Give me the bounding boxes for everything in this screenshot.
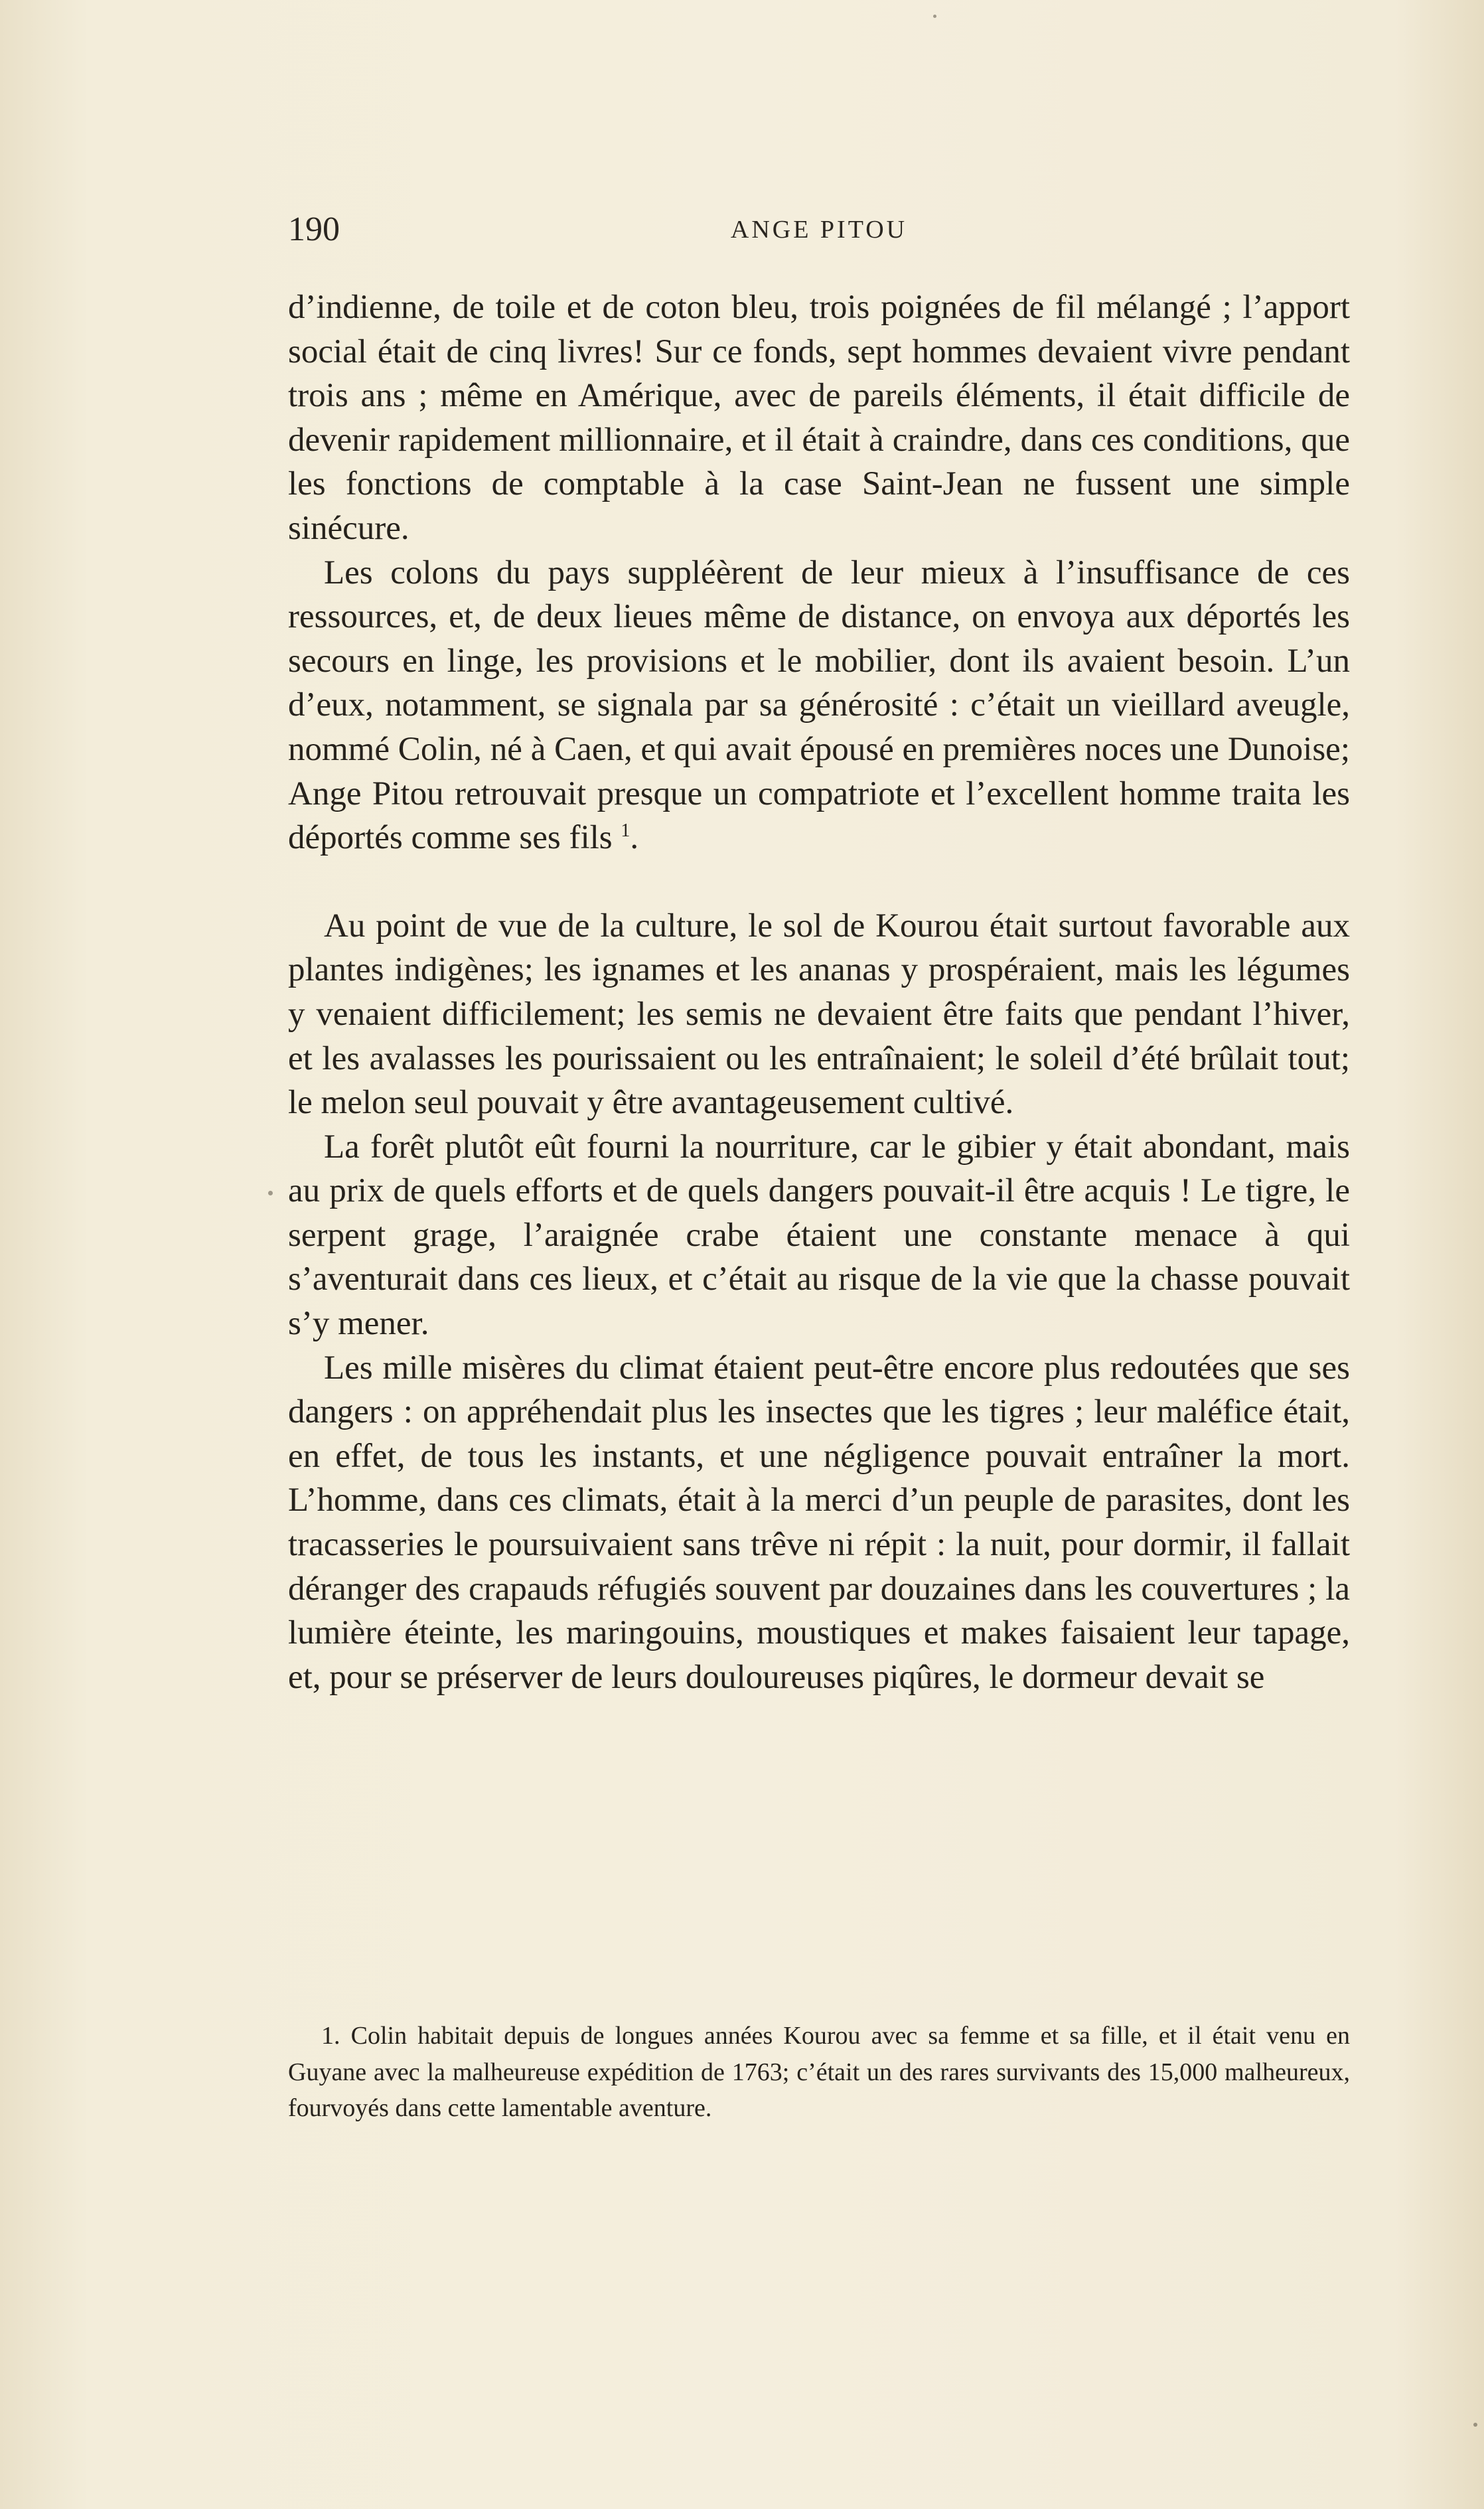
footnotes [288, 2018, 1350, 2127]
paragraph-text: Les colons du pays suppléèrent de leur mieux à l’insuffisance de ces ressources, et, de deux lieues même de distance, on envoya aux déportés les secours en linge, les provisions et le mobilier, dont ils avaient besoin. L’un d’eux, notamment, se signala par sa générosité : c’était un vieillard aveugle, nommé Colin, né à Caen, et qui avait épousé en premières noces une Dunoise; Ange Pitou retrouvait presque un compatriote et l’excellent homme traita les déportés comme ses fils [288, 554, 1350, 857]
page-number: 190 [288, 210, 340, 248]
paragraph: La forêt plutôt eût fourni la nourriture, car le gibier y était abondant, mais au prix de quels efforts et de quels dangers pouvait-il être acquis ! Le tigre, le serpent grage, l’araignée crabe étaient une constante menace à qui s’aventurait dans ces lieux, et c’était au risque de la vie que la chasse pouvait s’y mener. [288, 1128, 1350, 1343]
paragraph [288, 551, 1350, 860]
paper-speck [268, 1191, 273, 1195]
paragraph-end-punctuation: . [630, 819, 639, 857]
paper-speck [933, 15, 936, 18]
footnote: 1. Colin habitait depuis de longues années Kourou avec sa femme et sa fille, et il était venu en Guyane avec la malheureuse expédition de 1763; c’était un des rares survivants des 15,000 malheureux, fourvoyés dans cette lamentable aventure. [288, 2022, 1350, 2122]
running-title: ANGE PITOU [730, 216, 908, 244]
paragraph: d’indienne, de toile et de coton bleu, trois poignées de fil mélangé ; l’apport social était de cinq livres! Sur ce fonds, sept hommes devaient vivre pendant trois ans ; même en Amérique, avec de pareils éléments, il était difficile de devenir rapidement millionnaire, et il était à craindre, dans ces conditions, que les fonctions de comptable à la case Saint-Jean ne fussent une simple sinécure. [288, 289, 1350, 547]
paper-speck [1473, 2423, 1477, 2427]
page-header [288, 210, 1350, 263]
paragraph: Au point de vue de la culture, le sol de Kourou était surtout favorable aux plantes indigènes; les ignames et les ananas y prospéraient, mais les légumes y venaient difficilement; les semis ne devaient être faits que pendant l’hiver, et les avalasses les pourissaient ou les entraînaient; le soleil d’été brûlait tout; le melon seul pouvait y être avantageusement cultivé. [288, 907, 1350, 1122]
paragraph: Les mille misères du climat étaient peut-être encore plus redoutées que ses dangers : on appréhendait plus les insectes que les tigres ; leur maléfice était, en effet, de tous les instants, et une négligence pouvait entraîner la mort. L’homme, dans ces climats, était à la merci d’un peuple de parasites, dont les tracasseries le poursuivaient sans trêve ni répit : la nuit, pour dormir, il fallait déranger des crapauds réfugiés souvent par douzaines dans les couvertures ; la lumière éteinte, les maringouins, moustiques et makes faisaient leur tapage, et, pour se préserver de leurs douloureuses piqûres, le dormeur devait se [288, 1349, 1350, 1696]
main-text [288, 285, 1350, 1699]
footnote-marker: 1 [621, 820, 631, 842]
